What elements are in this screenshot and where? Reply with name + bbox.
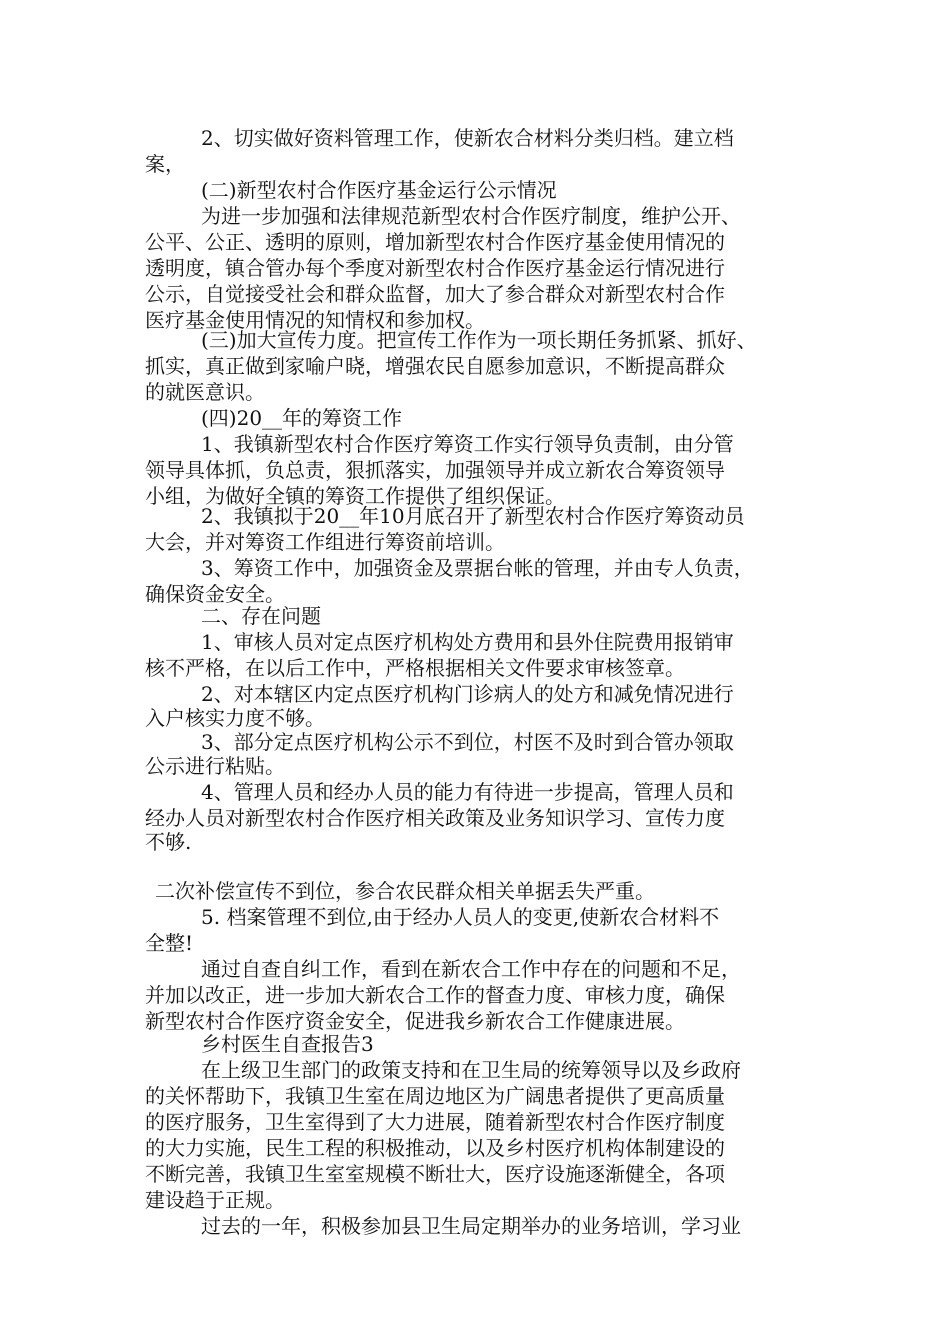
body-line: 在上级卫生部门的政策支持和在卫生局的统筹领导以及乡政府	[201, 1058, 741, 1082]
body-line: 透明度，镇合管办每个季度对新型农村合作医疗基金运行情况进行	[145, 256, 725, 280]
section-heading: 二、存在问题	[201, 604, 321, 628]
body-line: 领导具体抓，负总责，狠抓落实，加强领导并成立新农合筹资领导	[145, 458, 725, 482]
body-line: 通过自查自纠工作，看到在新农合工作中存在的问题和不足，	[201, 957, 741, 981]
body-line: 3、筹资工作中，加强资金及票据台帐的管理，并由专人负责，	[201, 556, 754, 580]
body-line: 的关怀帮助下，我镇卫生室在周边地区为广阔患者提供了更高质量	[145, 1084, 725, 1108]
body-line: 核不严格，在以后工作中，严格根据相关文件要求审核签章。	[145, 656, 685, 680]
body-line: 并加以改正，进一步加大新农合工作的督查力度、审核力度，确保	[145, 983, 725, 1007]
body-line: 的大力实施，民生工程的积极推动，以及乡村医疗机构体制建设的	[145, 1136, 725, 1160]
body-line: 经办人员对新型农村合作医疗相关政策及业务知识学习、宣传力度	[145, 806, 725, 830]
section-heading: (二)新型农村合作医疗基金运行公示情况	[201, 178, 557, 202]
section-heading: (四)20__年的筹资工作	[201, 406, 403, 430]
body-line: 大会，并对筹资工作组进行筹资前培训。	[145, 530, 505, 554]
body-line: 3、部分定点医疗机构公示不到位，村医不及时到合管办领取	[201, 730, 734, 754]
body-line: 小组，为做好全镇的筹资工作提供了组织保证。	[145, 484, 565, 508]
body-line: 建设趋于正规。	[145, 1188, 285, 1212]
body-line: 案，	[145, 152, 185, 176]
body-line: 二次补偿宣传不到位，参合农民群众相关单据丢失严重。	[155, 879, 655, 903]
body-line: 公平、公正、透明的原则，增加新型农村合作医疗基金使用情况的	[145, 230, 725, 254]
body-line: 1、审核人员对定点医疗机构处方费用和县外住院费用报销审	[201, 630, 734, 654]
section-heading: (三)加大宣传力度。把宣传工作作为一项长期任务抓紧、抓好、	[201, 328, 757, 352]
body-line: 全整!	[145, 931, 194, 955]
body-line: 不够.	[145, 830, 192, 854]
body-line: 确保资金安全。	[145, 582, 285, 606]
body-line: 过去的一年，积极参加县卫生局定期举办的业务培训，学习业	[201, 1214, 741, 1238]
body-line: 的医疗服务，卫生室得到了大力进展，随着新型农村合作医疗制度	[145, 1110, 725, 1134]
body-line: 2、切实做好资料管理工作，使新农合材料分类归档。建立档	[201, 126, 734, 150]
body-line: 抓实，真正做到家喻户晓，增强农民自愿参加意识，不断提高群众	[145, 354, 725, 378]
body-line: 2、我镇拟于20__年10月底召开了新型农村合作医疗筹资动员	[201, 504, 745, 528]
body-line: 2、对本辖区内定点医疗机构门诊病人的处方和减免情况进行	[201, 682, 734, 706]
body-line: 入户核实力度不够。	[145, 706, 325, 730]
body-line: 公示，自觉接受社会和群众监督，加大了参合群众对新型农村合作	[145, 282, 725, 306]
body-line: 新型农村合作医疗资金安全，促进我乡新农合工作健康进展。	[145, 1009, 685, 1033]
body-line: 4、管理人员和经办人员的能力有待进一步提高，管理人员和	[201, 780, 734, 804]
body-line: 医疗基金使用情况的知情权和参加权。	[145, 308, 485, 332]
body-line: 公示进行粘贴。	[145, 754, 285, 778]
body-line: 1、我镇新型农村合作医疗筹资工作实行领导负责制，由分管	[201, 432, 734, 456]
body-line: 的就医意识。	[145, 380, 265, 404]
body-line: 为进一步加强和法律规范新型农村合作医疗制度，维护公开、	[201, 204, 741, 228]
section-heading: 乡村医生自查报告3	[201, 1032, 374, 1056]
body-line: 不断完善，我镇卫生室室规模不断壮大，医疗设施逐渐健全，各项	[145, 1162, 725, 1186]
body-line: 5. 档案管理不到位,由于经办人员人的变更,使新农合材料不	[201, 905, 720, 929]
